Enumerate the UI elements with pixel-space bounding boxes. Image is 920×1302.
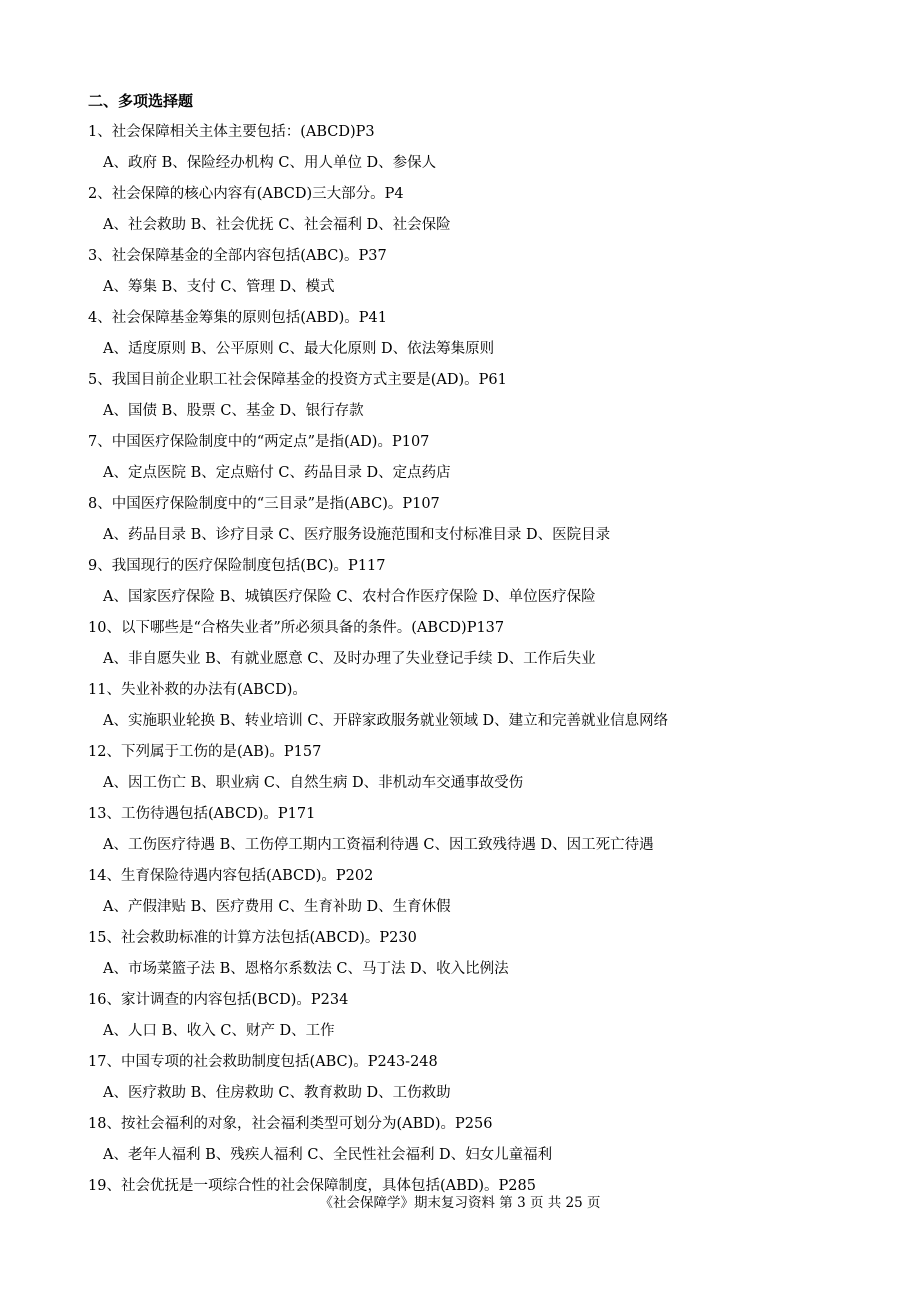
answer-options: A、产假津贴 B、医疗费用 C、生育补助 D、生育休假 (103, 899, 451, 915)
answer-options: A、政府 B、保险经办机构 C、用人单位 D、参保人 (103, 155, 437, 171)
question-text: 17、中国专项的社会救助制度包括(ABC)。P243-248 (88, 1054, 438, 1070)
answer-options: A、国债 B、股票 C、基金 D、银行存款 (103, 403, 364, 419)
question-text: 7、中国医疗保险制度中的“两定点”是指(AD)。P107 (88, 434, 430, 450)
answer-options: A、社会救助 B、社会优抚 C、社会福利 D、社会保险 (103, 217, 451, 233)
answer-options: A、医疗救助 B、住房救助 C、教育救助 D、工伤救助 (103, 1085, 451, 1101)
question-text: 15、社会救助标准的计算方法包括(ABCD)。P230 (88, 930, 417, 946)
page-footer: 《社会保障学》期末复习资料 第 3 页 共 25 页 (319, 1195, 601, 1211)
question-text: 8、中国医疗保险制度中的“三目录”是指(ABC)。P107 (88, 496, 440, 512)
answer-options: A、药品目录 B、诊疗目录 C、医疗服务设施范围和支付标准目录 D、医院目录 (103, 527, 611, 543)
answer-options: A、实施职业轮换 B、转业培训 C、开辟家政服务就业领域 D、建立和完善就业信息网络 (103, 713, 669, 729)
answer-options: A、老年人福利 B、残疾人福利 C、全民性社会福利 D、妇女儿童福利 (103, 1147, 553, 1163)
question-text: 4、社会保障基金筹集的原则包括(ABD)。P41 (88, 310, 387, 326)
question-text: 18、按社会福利的对象，社会福利类型可划分为(ABD)。P256 (88, 1116, 493, 1132)
answer-options: A、定点医院 B、定点赔付 C、药品目录 D、定点药店 (103, 465, 451, 481)
question-text: 11、失业补救的办法有(ABCD)。 (88, 682, 307, 698)
question-text: 3、社会保障基金的全部内容包括(ABC)。P37 (88, 248, 387, 264)
question-text: 12、下列属于工伤的是(AB)。P157 (88, 744, 322, 760)
question-list (88, 86, 888, 1202)
answer-options: A、适度原则 B、公平原则 C、最大化原则 D、依法筹集原则 (103, 341, 495, 357)
answer-options: A、国家医疗保险 B、城镇医疗保险 C、农村合作医疗保险 D、单位医疗保险 (103, 589, 596, 605)
answer-options: A、人口 B、收入 C、财产 D、工作 (103, 1023, 335, 1039)
answer-options: A、因工伤亡 B、职业病 C、自然生病 D、非机动车交通事故受伤 (103, 775, 524, 791)
question-text: 10、以下哪些是“合格失业者”所必须具备的条件。(ABCD)P137 (88, 620, 505, 636)
question-text: 19、社会优抚是一项综合性的社会保障制度，具体包括(ABD)。P285 (88, 1178, 536, 1194)
question-text: 2、社会保障的核心内容有(ABCD)三大部分。P4 (88, 186, 404, 202)
question-text: 16、家计调查的内容包括(BCD)。P234 (88, 992, 349, 1008)
answer-options: A、市场菜篮子法 B、恩格尔系数法 C、马丁法 D、收入比例法 (103, 961, 509, 977)
question-text: 5、我国目前企业职工社会保障基金的投资方式主要是(AD)。P61 (88, 372, 507, 388)
answer-options: A、非自愿失业 B、有就业愿意 C、及时办理了失业登记手续 D、工作后失业 (103, 651, 596, 667)
question-text: 13、工伤待遇包括(ABCD)。P171 (88, 806, 316, 822)
section-title: 二、多项选择题 (88, 92, 194, 110)
answer-options: A、工伤医疗待遇 B、工伤停工期内工资福利待遇 C、因工致残待遇 D、因工死亡待遇 (103, 837, 654, 853)
question-text: 1、社会保障相关主体主要包括：(ABCD)P3 (88, 124, 375, 140)
answer-options: A、筹集 B、支付 C、管理 D、模式 (103, 279, 335, 295)
question-text: 14、生育保险待遇内容包括(ABCD)。P202 (88, 868, 374, 884)
question-text: 9、我国现行的医疗保险制度包括(BC)。P117 (88, 558, 386, 574)
